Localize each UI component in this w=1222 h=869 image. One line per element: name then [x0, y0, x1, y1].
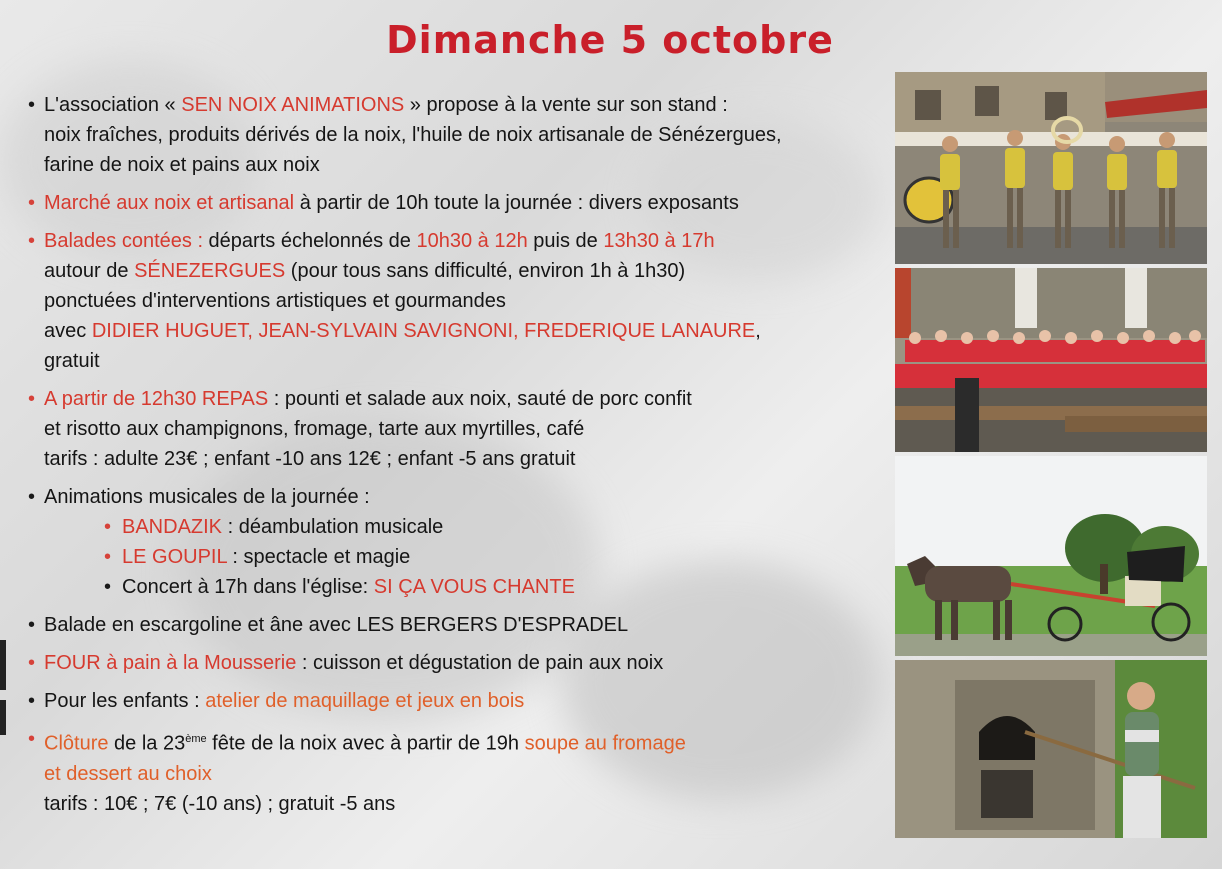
sub-list-item [24, 542, 884, 572]
item-text: puis de [527, 230, 604, 252]
highlight-text: et dessert au choix [44, 762, 212, 785]
item-text: Balade en escargoline et âne avec LES BERGERS D'ESPRADEL [44, 614, 629, 636]
list-item [24, 226, 884, 376]
item-text: , [755, 320, 761, 342]
highlight-text: Marché aux noix et artisanal [44, 192, 295, 214]
item-text: départs échelonnés de [203, 230, 417, 252]
item-text: ponctuées d'interventions artistiques et gourmandes [44, 290, 506, 312]
item-text: » propose à la vente sur son stand : [404, 94, 728, 116]
item-text: L'association « [44, 94, 182, 116]
item-text: : cuisson et dégustation de pain aux noix [296, 652, 664, 674]
item-text: • Animations musicales de la journée : [44, 486, 370, 508]
highlight-text: LE GOUPIL [122, 546, 227, 568]
item-text: fête de la noix avec à partir de 19h [206, 732, 525, 755]
highlight-text: Clôture [44, 732, 109, 755]
list-item [24, 384, 884, 474]
highlight-text: Balades contées : [44, 230, 203, 252]
list-item [24, 482, 884, 512]
item-text: (pour tous sans difficulté, environ 1h à 1h30) [285, 260, 686, 282]
highlight-text: SEN NOIX ANIMATIONS [181, 94, 405, 116]
item-text: de la 23 [108, 732, 186, 755]
list-item [24, 90, 884, 180]
item-text: : déambulation musicale [222, 516, 444, 538]
list-item [24, 610, 884, 640]
item-text: tarifs : adulte 23€ ; enfant -10 ans 12€ ; enfant -5 ans gratuit [44, 448, 576, 470]
item-text: autour de [44, 260, 135, 282]
item-text: à partir de 10h toute la journée : divers exposants [294, 192, 739, 214]
item-text: avec [44, 320, 92, 342]
highlight-text: SÉNEZERGUES [134, 260, 286, 282]
item-text: gratuit [44, 350, 100, 372]
highlight-text: SI ÇA VOUS CHANTE [373, 576, 575, 598]
item-text: Concert à 17h dans l'église: [122, 576, 374, 598]
highlight-text: 10h30 à 12h [416, 230, 528, 252]
superscript-text: ème [185, 733, 207, 745]
item-text: Pour les enfants : [44, 690, 206, 712]
item-text: : spectacle et magie [226, 546, 411, 568]
choir-photo [895, 268, 1207, 452]
program-list [24, 90, 884, 827]
item-text: : pounti et salade aux noix, sauté de porc confit [268, 388, 692, 410]
highlight-text: 13h30 à 17h [603, 230, 715, 252]
highlight-text: atelier de maquillage et jeux en bois [205, 690, 525, 712]
highlight-text: soupe au fromage [524, 732, 686, 755]
sub-list-item [24, 572, 884, 602]
list-item [24, 648, 884, 678]
donkey-photo [895, 456, 1207, 656]
highlight-text: BANDAZIK [122, 516, 223, 538]
item-text: farine de noix et pains aux noix [44, 154, 320, 176]
list-item [24, 724, 884, 819]
band-photo [895, 72, 1207, 264]
highlight-text: A partir de 12h30 REPAS [44, 388, 269, 410]
item-text: tarifs : 10€ ; 7€ (-10 ans) ; gratuit -5 ans [44, 792, 396, 815]
item-text: noix fraîches, produits dérivés de la noix, l'huile de noix artisanale de Sénézergues, [44, 124, 782, 146]
item-text: et risotto aux champignons, fromage, tarte aux myrtilles, café [44, 418, 585, 440]
highlight-text: FOUR à pain à la Mousserie [44, 652, 297, 674]
list-item [24, 188, 884, 218]
page-title: Dimanche 5 octobre [386, 18, 834, 62]
highlight-text: DIDIER HUGUET, JEAN-SYLVAIN SAVIGNONI, FREDERIQUE LANAURE [91, 320, 756, 342]
oven-photo [895, 660, 1207, 838]
list-item [24, 686, 884, 716]
sub-list-item [24, 512, 884, 542]
